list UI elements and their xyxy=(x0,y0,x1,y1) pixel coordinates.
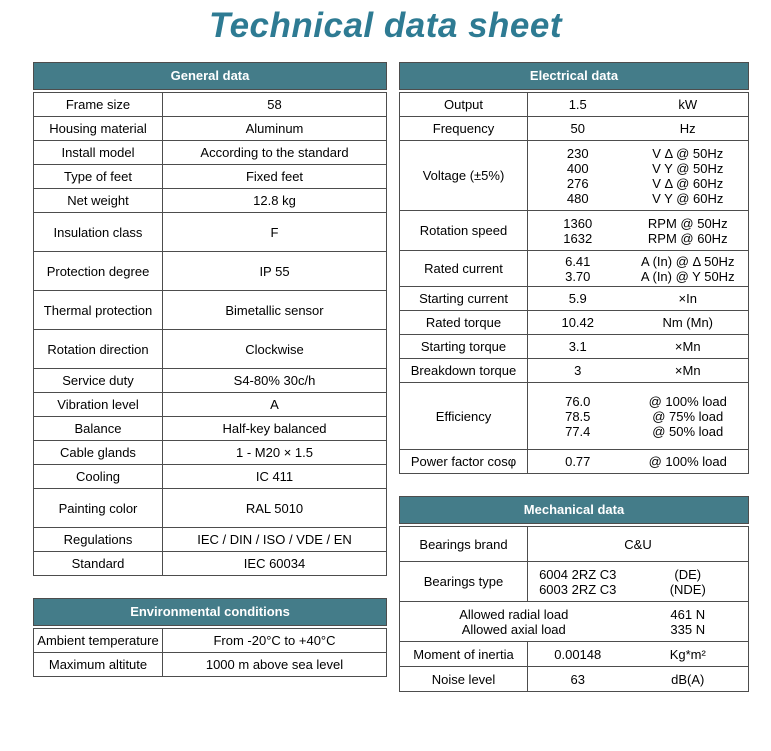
row-label: Frequency xyxy=(400,117,528,141)
row-value: 1 - M20 × 1.5 xyxy=(163,441,387,465)
cell-line: 50 xyxy=(570,121,585,136)
row-unit xyxy=(628,383,749,450)
row-label: Cable glands xyxy=(34,441,163,465)
row-value xyxy=(528,450,628,474)
table-row xyxy=(34,117,387,141)
table-row xyxy=(34,252,387,291)
general-data-section xyxy=(33,62,387,576)
cell-line: kW xyxy=(678,97,698,112)
row-label: Vibration level xyxy=(34,393,163,417)
table-row xyxy=(400,335,749,359)
cell-line: Hz xyxy=(679,121,696,136)
cell-line: Allowed radial load xyxy=(459,606,569,622)
row-value xyxy=(528,211,628,251)
table-row xyxy=(34,528,387,552)
cell-line: ×Mn xyxy=(674,339,701,354)
row-label: Insulation class xyxy=(34,213,163,252)
left-column xyxy=(33,62,387,714)
row-value xyxy=(528,93,628,117)
row-label: Efficiency xyxy=(400,383,528,450)
row-value: C&U xyxy=(528,527,749,562)
row-unit xyxy=(628,642,749,667)
row-value xyxy=(528,141,628,211)
row-label: Painting color xyxy=(34,489,163,528)
row-label: Frame size xyxy=(34,93,163,117)
row-value: 58 xyxy=(163,93,387,117)
cell-line: @ 100% load xyxy=(648,454,727,469)
table-row xyxy=(34,393,387,417)
cell-line: @ 50% load xyxy=(652,423,724,439)
row-value xyxy=(528,117,628,141)
row-unit xyxy=(628,93,749,117)
table-row xyxy=(400,93,749,117)
row-label: Rotation speed xyxy=(400,211,528,251)
row-unit xyxy=(628,141,749,211)
table-row xyxy=(400,141,749,211)
table-row xyxy=(400,117,749,141)
cell-line: 77.4 xyxy=(565,423,591,439)
row-value: Bimetallic sensor xyxy=(163,291,387,330)
table-row xyxy=(34,369,387,393)
row-label: Rated torque xyxy=(400,311,528,335)
row-label: Protection degree xyxy=(34,252,163,291)
mechanical-data-section xyxy=(399,496,749,692)
row-value: F xyxy=(163,213,387,252)
cell-line: 3.70 xyxy=(565,268,591,284)
cell-line: (DE) xyxy=(674,566,702,582)
cell-line: 6.41 xyxy=(565,253,591,269)
row-label: Thermal protection xyxy=(34,291,163,330)
table-row xyxy=(34,165,387,189)
cell-line: V Δ @ 50Hz xyxy=(652,145,724,161)
table-row xyxy=(34,653,387,677)
cell-line: Allowed axial load xyxy=(461,621,566,637)
page-title: Technical data sheet xyxy=(209,6,562,45)
row-label: Standard xyxy=(34,552,163,576)
row-value: A xyxy=(163,393,387,417)
cell-line: 3 xyxy=(574,363,582,378)
cell-line: (NDE) xyxy=(669,581,706,597)
table-row xyxy=(400,562,749,602)
content-columns xyxy=(0,62,771,714)
row-label: Rotation direction xyxy=(34,330,163,369)
cell-line: 480 xyxy=(566,190,589,206)
cell-line: 78.5 xyxy=(565,408,591,424)
table-row xyxy=(400,383,749,450)
row-label: Type of feet xyxy=(34,165,163,189)
row-unit xyxy=(628,667,749,692)
table-row xyxy=(400,359,749,383)
table-row xyxy=(34,489,387,528)
table-row xyxy=(400,642,749,667)
row-value: RAL 5010 xyxy=(163,489,387,528)
row-value: Half-key balanced xyxy=(163,417,387,441)
row-value xyxy=(528,667,628,692)
row-value: IP 55 xyxy=(163,252,387,291)
row-unit xyxy=(628,117,749,141)
row-unit xyxy=(628,450,749,474)
row-label: Noise level xyxy=(400,667,528,692)
table-row xyxy=(34,213,387,252)
row-value: Aluminum xyxy=(163,117,387,141)
row-unit xyxy=(628,562,749,602)
technical-data-sheet-page xyxy=(0,6,771,714)
row-label: Moment of inertia xyxy=(400,642,528,667)
table-row xyxy=(34,629,387,653)
row-value: IEC / DIN / ISO / VDE / EN xyxy=(163,528,387,552)
row-label: Breakdown torque xyxy=(400,359,528,383)
environmental-conditions-header: Environmental conditions xyxy=(33,598,387,626)
row-value xyxy=(528,311,628,335)
cell-line: 6003 2RZ C3 xyxy=(539,581,617,597)
table-row xyxy=(34,189,387,213)
row-label: Voltage (±5%) xyxy=(400,141,528,211)
row-value xyxy=(528,642,628,667)
row-label: Install model xyxy=(34,141,163,165)
cell-line: V Y @ 50Hz xyxy=(652,160,724,176)
row-label: Balance xyxy=(34,417,163,441)
cell-line: 76.0 xyxy=(565,393,591,409)
electrical-data-table xyxy=(399,92,749,474)
environmental-conditions-table xyxy=(33,628,387,677)
table-row xyxy=(400,667,749,692)
environmental-conditions-section xyxy=(33,598,387,677)
row-value xyxy=(528,383,628,450)
cell-line: 276 xyxy=(566,175,589,191)
row-unit xyxy=(628,311,749,335)
cell-line: 1.5 xyxy=(568,97,587,112)
row-value xyxy=(528,562,628,602)
row-unit xyxy=(628,359,749,383)
cell-line: 1632 xyxy=(563,230,593,246)
row-value xyxy=(528,335,628,359)
cell-line: V Δ @ 60Hz xyxy=(652,175,724,191)
cell-line: 3.1 xyxy=(568,339,587,354)
row-label: Net weight xyxy=(34,189,163,213)
row-label: Service duty xyxy=(34,369,163,393)
row-label: Bearings type xyxy=(400,562,528,602)
row-value: 1000 m above sea level xyxy=(163,653,387,677)
cell-line: dB(A) xyxy=(671,671,705,687)
row-unit xyxy=(628,602,749,642)
row-label: Starting torque xyxy=(400,335,528,359)
cell-line: Kg*m² xyxy=(669,646,706,662)
row-unit xyxy=(628,251,749,287)
cell-line: @ 100% load xyxy=(648,393,727,409)
row-label xyxy=(400,602,628,642)
table-row xyxy=(34,417,387,441)
table-row xyxy=(34,441,387,465)
general-data-header: General data xyxy=(33,62,387,90)
row-value: S4-80% 30c/h xyxy=(163,369,387,393)
cell-line: 0.00148 xyxy=(554,646,602,662)
row-value: IEC 60034 xyxy=(163,552,387,576)
table-row xyxy=(34,291,387,330)
table-row xyxy=(400,211,749,251)
row-value: IC 411 xyxy=(163,465,387,489)
row-label: Ambient temperature xyxy=(34,629,163,653)
row-label: Housing material xyxy=(34,117,163,141)
mechanical-data-header: Mechanical data xyxy=(399,496,749,524)
row-unit xyxy=(628,287,749,311)
general-data-table xyxy=(33,92,387,576)
cell-line: A (In) @ Y 50Hz xyxy=(640,268,735,284)
row-unit xyxy=(628,335,749,359)
cell-line: 461 N xyxy=(670,606,706,622)
row-value xyxy=(528,287,628,311)
right-column xyxy=(399,62,749,714)
table-row xyxy=(400,287,749,311)
cell-line: 10.42 xyxy=(561,315,595,330)
row-label: Bearings brand xyxy=(400,527,528,562)
cell-line: Nm (Mn) xyxy=(662,315,714,330)
mechanical-data-table xyxy=(399,526,749,692)
table-row xyxy=(34,465,387,489)
cell-line: 400 xyxy=(566,160,589,176)
row-label: Cooling xyxy=(34,465,163,489)
row-value xyxy=(528,359,628,383)
row-unit xyxy=(628,211,749,251)
table-row xyxy=(34,330,387,369)
cell-line: ×In xyxy=(678,291,697,306)
electrical-data-header: Electrical data xyxy=(399,62,749,90)
electrical-data-section xyxy=(399,62,749,474)
cell-line: ×Mn xyxy=(674,363,701,378)
row-value: Clockwise xyxy=(163,330,387,369)
cell-line: 1360 xyxy=(563,215,593,231)
cell-line: V Y @ 60Hz xyxy=(652,190,724,206)
table-row xyxy=(34,93,387,117)
cell-line: @ 75% load xyxy=(652,408,724,424)
cell-line: A (In) @ Δ 50Hz xyxy=(641,253,735,269)
cell-line: 335 N xyxy=(670,621,706,637)
cell-line: 0.77 xyxy=(565,454,591,469)
cell-line: RPM @ 60Hz xyxy=(647,230,728,246)
row-label: Output xyxy=(400,93,528,117)
cell-line: 5.9 xyxy=(568,291,587,306)
row-label: Maximum altitute xyxy=(34,653,163,677)
table-row xyxy=(400,251,749,287)
row-label: Power factor cosφ xyxy=(400,450,528,474)
row-value: Fixed feet xyxy=(163,165,387,189)
cell-line: 230 xyxy=(566,145,589,161)
row-value: 12.8 kg xyxy=(163,189,387,213)
cell-line: 6004 2RZ C3 xyxy=(539,566,617,582)
row-label: Rated current xyxy=(400,251,528,287)
row-value: According to the standard xyxy=(163,141,387,165)
row-label: Regulations xyxy=(34,528,163,552)
row-value xyxy=(528,251,628,287)
table-row xyxy=(400,527,749,562)
table-row xyxy=(34,141,387,165)
row-label: Starting current xyxy=(400,287,528,311)
cell-line: 63 xyxy=(570,671,585,687)
cell-line: RPM @ 50Hz xyxy=(647,215,728,231)
table-row xyxy=(400,450,749,474)
table-row xyxy=(34,552,387,576)
table-row xyxy=(400,311,749,335)
row-value: From -20°C to +40°C xyxy=(163,629,387,653)
table-row xyxy=(400,602,749,642)
